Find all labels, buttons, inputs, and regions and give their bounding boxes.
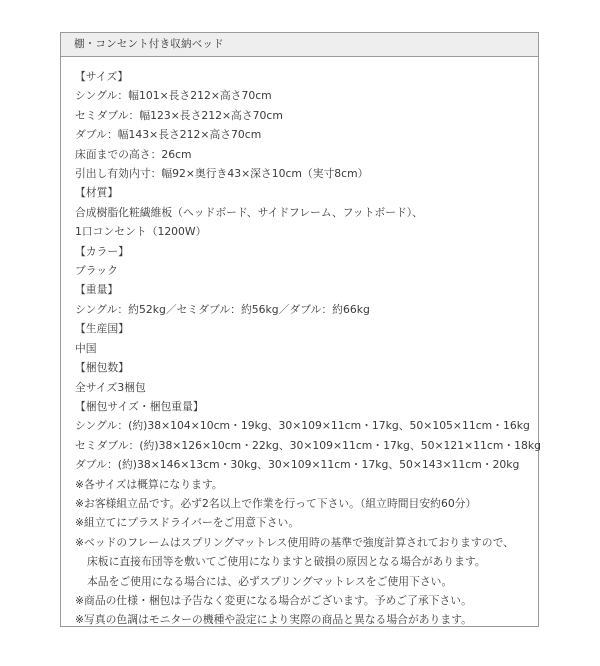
section-heading-material: 【材質】 (75, 186, 119, 200)
note-line: ※各サイズは概算になります。 (75, 477, 223, 491)
spec-line: シングル：(約)38×104×10cm・19kg、30×109×11cm・17kg、50×105×11cm・16kg (75, 419, 530, 433)
spec-line: 引出し有効内寸：幅92×奥行き43×深さ10cm（実寸8cm） (75, 167, 369, 181)
spec-line: 合成樹脂化粧繊維板（ヘッドボード、サイドフレーム、フットボード）、 (75, 205, 423, 219)
spec-line: ブラック (75, 264, 118, 278)
section-heading-package-size: 【梱包サイズ・梱包重量】 (75, 399, 204, 413)
spec-line: シングル：約52kg／セミダブル：約56kg／ダブル：約66kg (75, 302, 370, 316)
spec-line: 中国 (75, 341, 97, 355)
note-line: ※組立てにプラスドライバーをご用意下さい。 (75, 516, 300, 530)
spec-body (61, 57, 541, 630)
note-line: ※ベッドのフレームはスプリングマットレス使用時の基準で強度計算されておりますので、 (75, 535, 514, 549)
section-heading-package-count: 【梱包数】 (75, 361, 129, 375)
spec-line: 全サイズ3梱包 (75, 380, 146, 394)
spec-line: シングル：幅101×長さ212×高さ70cm (75, 89, 272, 103)
spec-panel (60, 32, 539, 627)
spec-line: 床面までの高さ：26cm (75, 147, 192, 161)
section-heading-size: 【サイズ】 (75, 70, 129, 83)
spec-line: セミダブル：幅123×長さ212×高さ70cm (75, 108, 283, 122)
spec-line: セミダブル：(約)38×126×10cm・22kg、30×109×11cm・17kg、50×121×11cm・18kg (75, 438, 541, 452)
section-heading-origin: 【生産国】 (75, 322, 129, 336)
note-line: 本品をご使用になる場合には、必ずスプリングマットレスをご使用下さい。 (87, 574, 453, 588)
spec-line: 1口コンセント（1200W） (75, 225, 207, 239)
note-line: ※写真の色調はモニターの機種や設定により実際の商品と異なる場合があります。 (75, 613, 472, 627)
spec-line: ダブル：(約)38×146×13cm・30kg、30×109×11cm・17kg、50×143×11cm・20kg (75, 458, 520, 472)
section-heading-weight: 【重量】 (75, 283, 119, 297)
spec-line: ダブル：幅143×長さ212×高さ70cm (75, 128, 262, 142)
panel-title: 棚・コンセント付き収納ベッド (61, 33, 538, 57)
note-line: ※商品の仕様・梱包は予告なく変更になる場合がございます。予めご了承下さい。 (75, 593, 472, 607)
section-heading-color: 【カラー】 (75, 244, 129, 258)
note-line: ※お客様組立品です。必ず2名以上で作業を行って下さい。（組立時間目安約60分） (75, 496, 477, 510)
note-line: 床板に直接布団等を敷いてご使用になりますと破損の原因となる場合があります。 (87, 555, 486, 569)
